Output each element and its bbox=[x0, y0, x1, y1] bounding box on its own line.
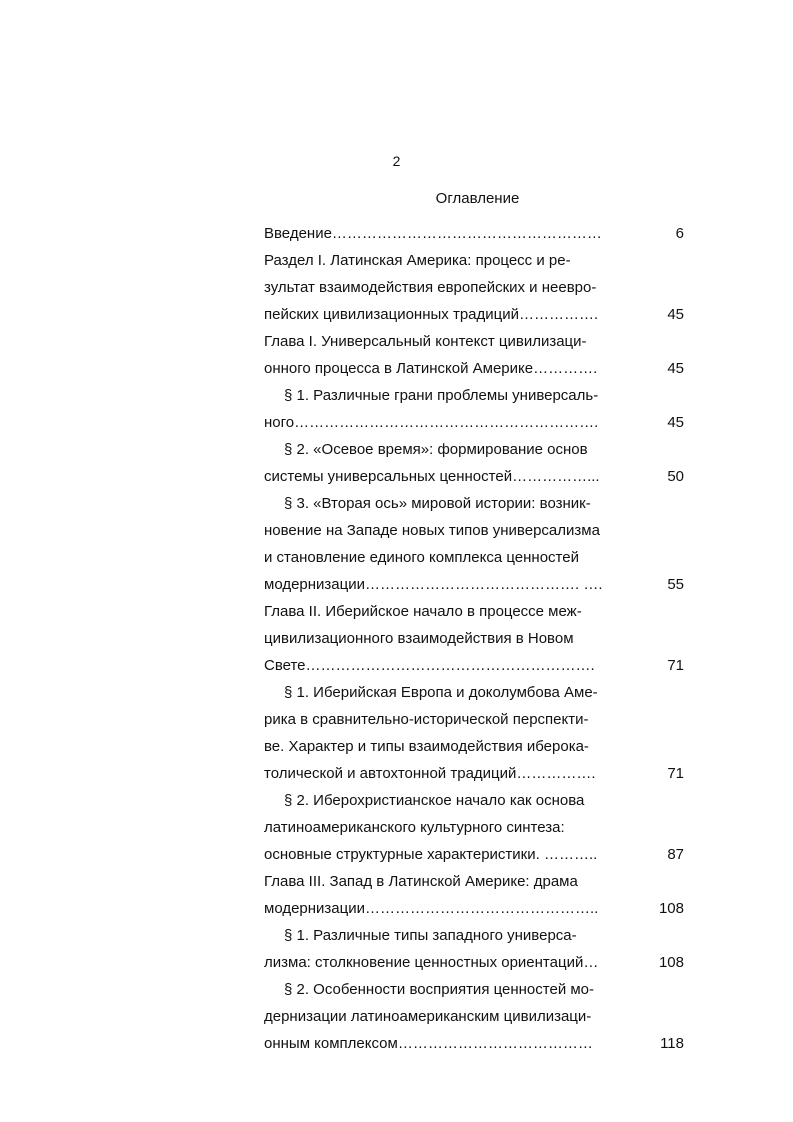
toc-entry-text: латиноамериканского культурного синтеза: bbox=[264, 819, 565, 836]
toc-row bbox=[264, 494, 684, 521]
toc-row bbox=[264, 548, 684, 575]
toc-entry-text: цивилизационного взаимодействия в Новом bbox=[264, 630, 574, 647]
toc-row bbox=[264, 953, 684, 980]
toc-entry-text: Глава II. Иберийское начало в процессе меж- bbox=[264, 603, 582, 620]
toc-entry-text: Раздел I. Латинская Америка: процесс и ре- bbox=[264, 252, 571, 269]
toc-row bbox=[264, 872, 684, 899]
toc-entry-text: онного процесса в Латинской Америке…………. bbox=[264, 360, 598, 377]
toc-entry-text: новение на Западе новых типов универсализма bbox=[264, 522, 600, 539]
toc-entry-text: основные структурные характеристики. ……….. bbox=[264, 846, 598, 863]
toc-row bbox=[264, 440, 684, 467]
toc-entry-text: § 2. Иберохристианское начало как основа bbox=[284, 792, 585, 809]
toc-row bbox=[264, 899, 684, 926]
toc-row bbox=[264, 305, 684, 332]
toc-row bbox=[264, 845, 684, 872]
toc-page-number: 71 bbox=[667, 657, 684, 674]
toc-entry-text: Введение……………………………………………… bbox=[264, 225, 602, 242]
toc-row bbox=[264, 656, 684, 683]
toc-page-number: 45 bbox=[667, 360, 684, 377]
toc-entry-text: лизма: столкновение ценностных ориентаций… bbox=[264, 954, 599, 971]
toc-page-number: 6 bbox=[675, 225, 684, 242]
toc-entry-text: Глава III. Запад в Латинской Америке: драма bbox=[264, 873, 578, 890]
toc-row bbox=[264, 737, 684, 764]
toc-entry-text: § 1. Различные типы западного универса- bbox=[284, 927, 577, 944]
toc-entry-text: рика в сравнительно-исторической перспекти- bbox=[264, 711, 589, 728]
toc-row bbox=[264, 764, 684, 791]
toc-entry-text: § 1. Иберийская Европа и доколумбова Аме- bbox=[284, 684, 598, 701]
toc-row bbox=[264, 818, 684, 845]
toc-row bbox=[264, 710, 684, 737]
toc-entry-text: дернизации латиноамериканским цивилизаци- bbox=[264, 1008, 592, 1025]
table-of-contents bbox=[264, 224, 684, 1061]
toc-entry-text: толической и автохтонной традиций……………. bbox=[264, 765, 596, 782]
toc-row bbox=[264, 575, 684, 602]
toc-row bbox=[264, 791, 684, 818]
toc-row bbox=[264, 278, 684, 305]
toc-page-number: 45 bbox=[667, 306, 684, 323]
toc-row bbox=[264, 332, 684, 359]
toc-row bbox=[264, 467, 684, 494]
toc-page-number: 87 bbox=[667, 846, 684, 863]
toc-entry-text: § 1. Различные грани проблемы универсаль- bbox=[284, 387, 599, 404]
toc-entry-text: модернизации……………………………………. …. bbox=[264, 576, 603, 593]
toc-row bbox=[264, 683, 684, 710]
toc-page-number: 118 bbox=[660, 1035, 684, 1052]
toc-row bbox=[264, 359, 684, 386]
toc-row bbox=[264, 926, 684, 953]
toc-entry-text: системы универсальных ценностей……………... bbox=[264, 468, 600, 485]
toc-page-number: 55 bbox=[667, 576, 684, 593]
toc-row bbox=[264, 1034, 684, 1061]
toc-entry-text: Свете…………………………………………………. bbox=[264, 657, 595, 674]
toc-row bbox=[264, 224, 684, 251]
toc-row bbox=[264, 413, 684, 440]
toc-row bbox=[264, 1007, 684, 1034]
toc-entry-text: модернизации……………………………………….. bbox=[264, 900, 599, 917]
toc-row bbox=[264, 251, 684, 278]
toc-page-number: 45 bbox=[667, 414, 684, 431]
toc-entry-text: § 3. «Вторая ось» мировой истории: возник- bbox=[284, 495, 591, 512]
toc-entry-text: Глава I. Универсальный контекст цивилизаци- bbox=[264, 333, 587, 350]
toc-row bbox=[264, 521, 684, 548]
toc-entry-text: ве. Характер и типы взаимодействия иберока- bbox=[264, 738, 589, 755]
toc-row bbox=[264, 602, 684, 629]
toc-page-number: 50 bbox=[667, 468, 684, 485]
toc-entry-text: пейских цивилизационных традиций……………. bbox=[264, 306, 599, 323]
toc-page-number: 108 bbox=[658, 954, 684, 971]
toc-entry-text: и становление единого комплекса ценностей bbox=[264, 549, 579, 566]
toc-entry-text: § 2. Особенности восприятия ценностей мо- bbox=[284, 981, 595, 998]
toc-row bbox=[264, 386, 684, 413]
toc-entry-text: § 2. «Осевое время»: формирование основ bbox=[284, 441, 588, 458]
toc-page-number: 71 bbox=[667, 765, 684, 782]
toc-page-number: 108 bbox=[658, 900, 684, 917]
toc-entry-text: онным комплексом………………………………… bbox=[264, 1035, 593, 1052]
toc-entry-text: ного……………………………………………………. bbox=[264, 414, 599, 431]
toc-entry-text: зультат взаимодействия европейских и неевро- bbox=[264, 279, 597, 296]
toc-title: Оглавление bbox=[435, 190, 520, 207]
toc-row bbox=[264, 629, 684, 656]
toc-row bbox=[264, 980, 684, 1007]
page-number: 2 bbox=[392, 153, 401, 169]
